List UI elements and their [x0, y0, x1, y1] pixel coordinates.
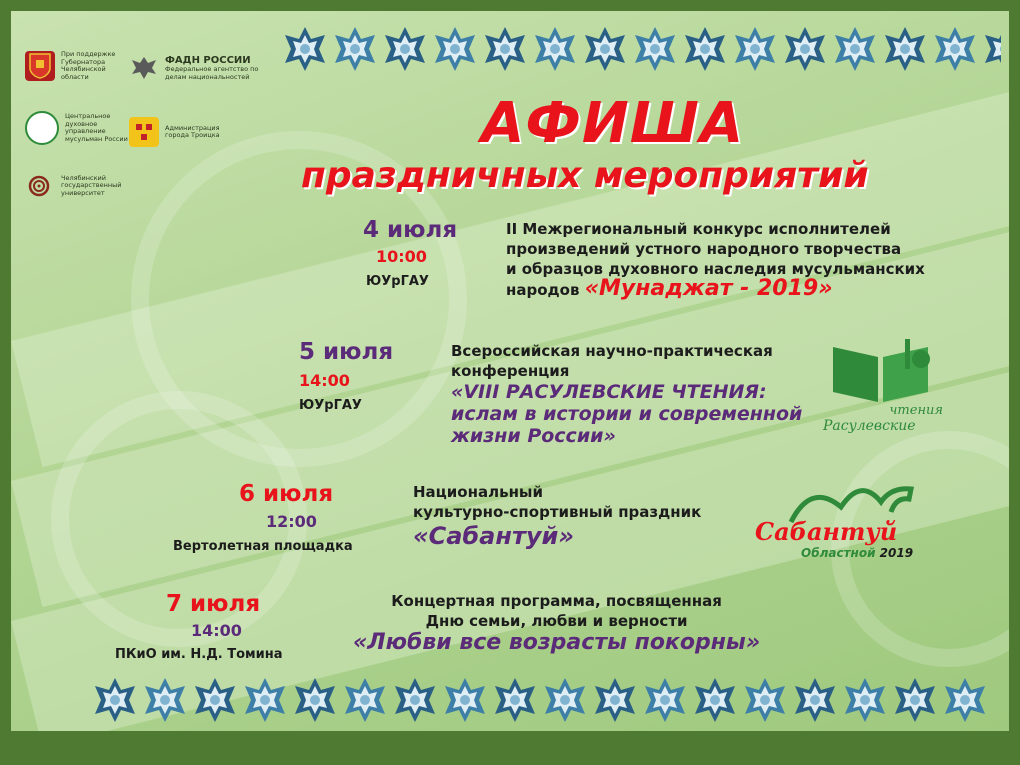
event-description: II Межрегиональный конкурс исполнителей произведений устного народного творчества и образцов духовного наследия мусульманских народов «Мунаджат - 2019» — [506, 220, 925, 301]
event-place: Вертолетная площадка — [173, 539, 353, 554]
logo-governor: При поддержке Губернатора Челябинской области — [25, 51, 125, 81]
ornament-star-icon — [431, 25, 479, 73]
ornament-star-icon — [541, 676, 589, 724]
poster-subtitle: праздничных мероприятий — [301, 155, 869, 196]
ornament-star-icon — [941, 676, 989, 724]
event-time: 14:00 — [299, 371, 350, 390]
event-highlight-line: «VIII РАСУЛЕВСКИЕ ЧТЕНИЯ: — [451, 381, 767, 403]
event-time: 10:00 — [376, 247, 427, 266]
logo-chelgu: Челябинский государственный университет — [25, 171, 141, 201]
ornament-star-icon — [581, 25, 629, 73]
eagle-icon — [129, 53, 159, 83]
ornament-star-icon — [381, 25, 429, 73]
crescent-icon — [25, 111, 59, 145]
ornament-star-icon — [681, 25, 729, 73]
event-place: ЮУрГАУ — [299, 398, 362, 413]
ornament-star-icon — [341, 676, 389, 724]
poster-title: АФИША — [481, 91, 745, 156]
event-description: Национальный культурно-спортивный праздник «Сабантуй» — [413, 483, 702, 550]
logo-dum: Центральное духовное управление мусульман России — [25, 111, 129, 145]
event-place: ЮУрГАУ — [366, 274, 429, 289]
event-place: ПКиО им. Н.Д. Томина — [115, 647, 283, 662]
city-arms-icon — [129, 117, 159, 147]
ornament-star-icon — [731, 25, 779, 73]
logo-fadn: ФАДН РОССИИ Федеральное агентство по делам национальностей — [129, 53, 265, 83]
ornament-star-icon — [491, 676, 539, 724]
ornament-star-icon — [981, 25, 1001, 73]
event-highlight: «Мунаджат - 2019» — [584, 276, 833, 301]
ornament-star-icon — [791, 676, 839, 724]
ornament-star-icon — [841, 676, 889, 724]
event-date: 5 июля — [299, 339, 394, 365]
sabantuy-emblem: Сабантуй Областной 2019 — [751, 477, 931, 577]
ornament-star-icon — [141, 676, 189, 724]
ornament-star-icon — [741, 676, 789, 724]
ornament-border-top — [281, 25, 1001, 75]
ornament-star-icon — [831, 25, 879, 73]
ornament-star-icon — [931, 25, 979, 73]
ornament-star-icon — [881, 25, 929, 73]
logo-troitsk: Администрация города Троицка — [129, 117, 229, 147]
ornament-star-icon — [631, 25, 679, 73]
rasulev-readings-emblem: чтения Расулевские — [823, 337, 943, 437]
event-highlight-line: жизни России» — [451, 425, 616, 447]
ornament-star-icon — [241, 676, 289, 724]
ornament-star-icon — [331, 25, 379, 73]
snail-icon — [25, 171, 55, 201]
ornament-star-icon — [91, 676, 139, 724]
poster — [11, 11, 1009, 731]
event-description: Всероссийская научно-практическая конференция «VIII РАСУЛЕВСКИЕ ЧТЕНИЯ: ислам в истории и современной жизни России» — [451, 342, 803, 447]
event-date: 4 июля — [363, 217, 458, 243]
ornament-star-icon — [191, 676, 239, 724]
event-highlight-line: ислам в истории и современной — [451, 403, 803, 425]
ornament-star-icon — [531, 25, 579, 73]
ornament-star-icon — [781, 25, 829, 73]
ornament-star-icon — [691, 676, 739, 724]
event-time: 14:00 — [191, 621, 242, 640]
event-highlight: «Любви все возрасты покорны» — [353, 630, 761, 655]
event-description: Концертная программа, посвященная Дню семьи, любви и верности «Любви все возрасты покорны» — [353, 592, 761, 655]
ornament-star-icon — [591, 676, 639, 724]
ornament-star-icon — [281, 25, 329, 73]
ornament-star-icon — [291, 676, 339, 724]
event-date: 6 июля — [239, 481, 334, 507]
ornament-border-bottom — [91, 676, 991, 726]
open-book-icon — [823, 337, 943, 407]
ornament-star-icon — [481, 25, 529, 73]
event-time: 12:00 — [266, 512, 317, 531]
ornament-star-icon — [641, 676, 689, 724]
event-date: 7 июля — [166, 591, 261, 617]
ornament-star-icon — [891, 676, 939, 724]
ornament-star-icon — [441, 676, 489, 724]
ornament-star-icon — [391, 676, 439, 724]
coat-of-arms-icon — [25, 51, 55, 81]
event-highlight: «Сабантуй» — [413, 522, 574, 550]
